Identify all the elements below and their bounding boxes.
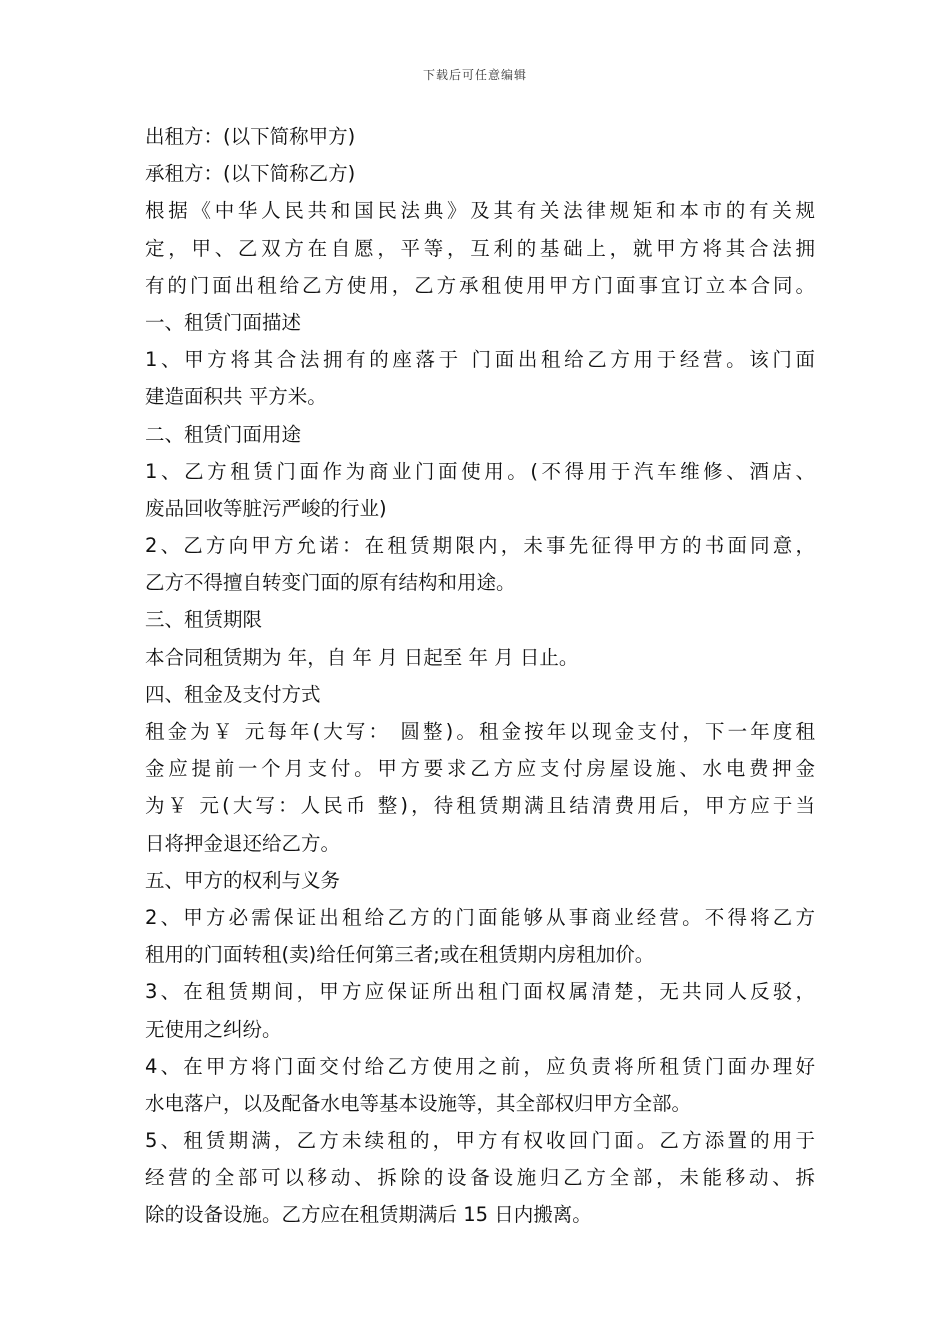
body-line: 租金为￥ 元每年(大写： 圆整)。租金按年以现金支付，下一年度租 — [145, 720, 815, 743]
header-note: 下载后可任意编辑 — [422, 68, 527, 82]
body-line: 承租方：(以下简称乙方) — [145, 162, 356, 186]
body-line: 乙方不得擅自转变门面的原有结构和用途。 — [145, 571, 516, 595]
body-line: 2、乙方向甲方允诺：在租赁期限内，未事先征得甲方的书面同意， — [145, 534, 815, 558]
body-line: 建造面积共 平方米。 — [145, 385, 327, 409]
body-line: 水电落户，以及配备水电等基本设施等，其全部权归甲方全部。 — [145, 1091, 692, 1115]
body-line: 1、乙方租赁门面作为商业门面使用。(不得用于汽车维修、酒店、 — [145, 459, 815, 483]
body-line: 日将押金退还给乙方。 — [145, 831, 341, 855]
body-line: 3、在租赁期间，甲方应保证所出租门面权属清楚，无共同人反驳， — [145, 980, 815, 1004]
body-line: 2、甲方必需保证出租给乙方的门面能够从事商业经营。不得将乙方 — [145, 905, 815, 929]
body-line: 二、租赁门面用途 — [145, 422, 302, 446]
body-line: 1、甲方将其合法拥有的座落于 门面出租给乙方用于经营。该门面 — [145, 348, 815, 372]
body-line: 金应提前一个月支付。甲方要求乙方应支付房屋设施、水电费押金 — [145, 757, 815, 781]
body-line: 出租方：(以下简称甲方) — [145, 125, 356, 148]
body-line: 定，甲、乙双方在自愿，平等，互利的基础上，就甲方将其合法拥 — [145, 236, 815, 260]
body-line: 废品回收等脏污严峻的行业) — [145, 496, 387, 520]
body-line: 三、租赁期限 — [145, 608, 263, 632]
contract-body — [145, 118, 815, 1234]
body-line: 为￥ 元(大写：人民币 整)，待租赁期满且结清费用后，甲方应于当 — [145, 794, 815, 818]
body-line: 根据《中华人民共和国民法典》及其有关法律规矩和本市的有关规 — [145, 199, 815, 223]
body-line: 无使用之纠纷。 — [145, 1017, 282, 1041]
body-line: 四、租金及支付方式 — [145, 682, 321, 706]
body-line: 有的门面出租给乙方使用，乙方承租使用甲方门面事宜订立本合同。 — [145, 273, 815, 297]
body-line: 五、甲方的权利与义务 — [145, 868, 341, 892]
body-line: 本合同租赁期为 年，自 年 月 日起至 年 月 日止。 — [145, 645, 579, 669]
body-line: 4、在甲方将门面交付给乙方使用之前，应负责将所租赁门面办理好 — [145, 1054, 815, 1078]
body-line: 租用的门面转租(卖)给任何第三者;或在租赁期内房租加价。 — [145, 943, 655, 967]
body-line: 除的设备设施。乙方应在租赁期满后 15 日内搬离。 — [145, 1203, 592, 1227]
body-line: 经营的全部可以移动、拆除的设备设施归乙方全部，未能移动、拆 — [145, 1166, 815, 1190]
body-line: 一、租赁门面描述 — [145, 310, 302, 334]
body-line: 5、租赁期满，乙方未续租的，甲方有权收回门面。乙方添置的用于 — [145, 1129, 815, 1153]
